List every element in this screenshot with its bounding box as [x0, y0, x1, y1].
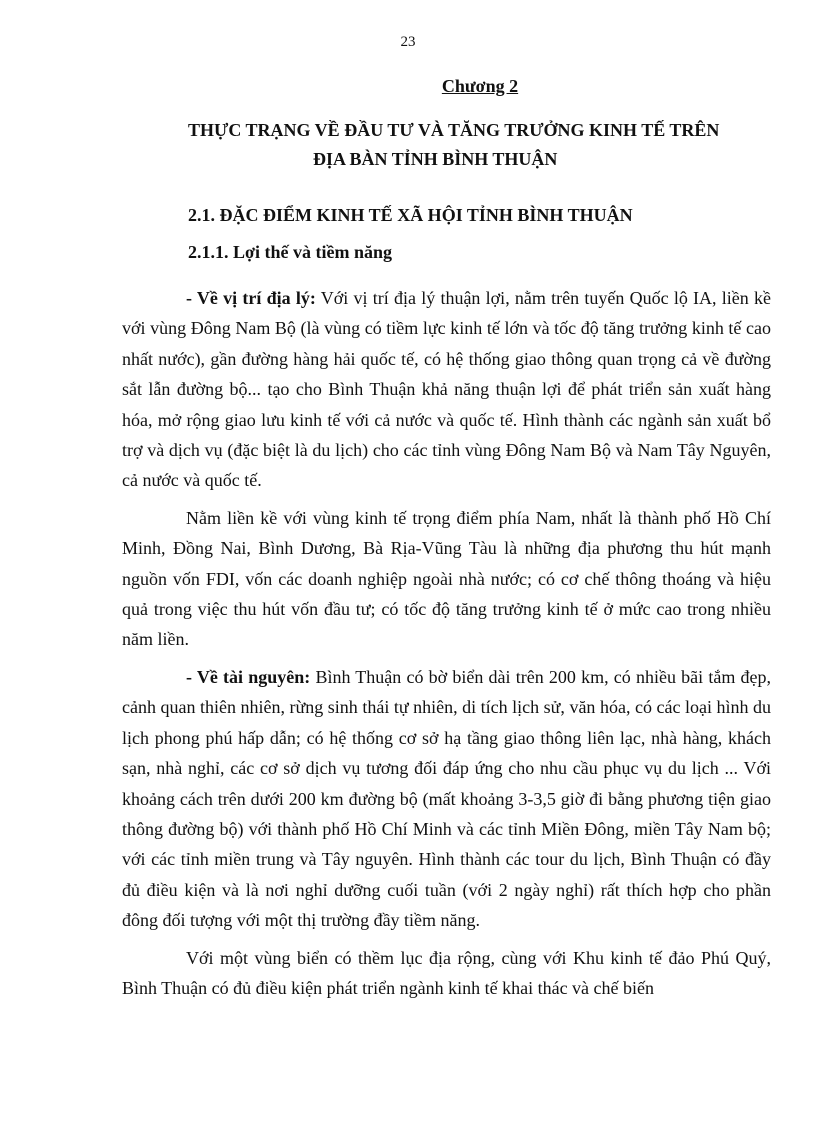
chapter-label: Chương 2	[441, 76, 519, 96]
chapter-title	[188, 116, 788, 174]
paragraph-text: Với một vùng biển có thềm lục địa rộng, cùng với Khu kinh tế đảo Phú Quý, Bình Thuận có đủ điều kiện phát triển ngành kinh tế khai thác và chế biến	[122, 947, 771, 998]
paragraph-lead: - Về tài nguyên:	[186, 666, 311, 687]
paragraph-geographic-location	[122, 283, 771, 496]
body-text	[122, 283, 771, 1010]
paragraph-lead: - Về vị trí địa lý:	[186, 288, 316, 308]
subsection-heading: 2.1.1. Lợi thế và tiềm năng	[188, 242, 392, 262]
paragraph-resources	[122, 662, 771, 936]
paragraph-southern-economic-zone	[122, 503, 771, 655]
section-heading: 2.1. ĐẶC ĐIỂM KINH TẾ XÃ HỘI TỈNH BÌNH THUẬN	[188, 205, 633, 225]
paragraph-text: Nằm liền kề với vùng kinh tế trọng điểm phía Nam, nhất là thành phố Hồ Chí Minh, Đồng Nai, Bình Dương, Bà Rịa-Vũng Tàu là những địa phương thu hút mạnh nguồn vốn FDI, vốn các doanh nghiệp ngoài nhà nước; có cơ chế thông thoáng và hiệu quả trong việc thu hút vốn đầu tư; có tốc độ tăng trưởng kinh tế ở mức cao trong nhiều năm liền.	[122, 507, 771, 650]
page-number: 23	[400, 34, 416, 50]
paragraph-text: Bình Thuận có bờ biển dài trên 200 km, có nhiều bãi tắm đẹp, cảnh quan thiên nhiên, rừng sinh thái tự nhiên, di tích lịch sử, văn hóa, có các loại hình du lịch phong phú hấp dẫn; có hệ thống cơ sở hạ tầng giao thông liên lạc, nhà hàng, khách sạn, nhà nghỉ, các cơ sở dịch vụ tương đối đáp ứng cho nhu cầu phục vụ du lịch ... Với khoảng cách trên dưới 200 km đường bộ (mất khoảng 3-3,5 giờ đi bằng phương tiện giao thông đường bộ) với thành phố Hồ Chí Minh và các tỉnh Miền Đông, miền Tây Nam bộ; với các tỉnh miền trung và Tây nguyên. Hình thành các tour du lịch, Bình Thuận có đầy đủ điều kiện và là nơi nghỉ dưỡng cuối tuần (với 2 ngày nghỉ) rất thích hợp cho phần đông đối tượng với một thị trường đầy tiềm năng.	[122, 666, 772, 931]
chapter-title-line-2: ĐỊA BÀN TỈNH BÌNH THUẬN	[313, 149, 558, 169]
paragraph-text: Với vị trí địa lý thuận lợi, nằm trên tuyến Quốc lộ IA, liền kề với vùng Đông Nam Bộ (là vùng có tiềm lực kinh tế lớn và tốc độ tăng trưởng kinh tế cao nhất nước), gần đường hàng hải quốc tế, có hệ thống giao thông quan trọng cả về đường sắt lẫn đường bộ... tạo cho Bình Thuận khả năng thuận lợi để phát triển sản xuất hàng hóa, mở rộng giao lưu kinh tế với cả nước và quốc tế. Hình thành các ngành sản xuất bổ trợ và dịch vụ (đặc biệt là du lịch) cho các tỉnh vùng Đông Nam Bộ và Nam Tây Nguyên, cả nước và quốc tế.	[122, 288, 772, 491]
chapter-title-line-1: THỰC TRẠNG VỀ ĐẦU TƯ VÀ TĂNG TRƯỞNG KINH TẾ TRÊN	[188, 120, 720, 140]
paragraph-marine-economy	[122, 943, 771, 1004]
